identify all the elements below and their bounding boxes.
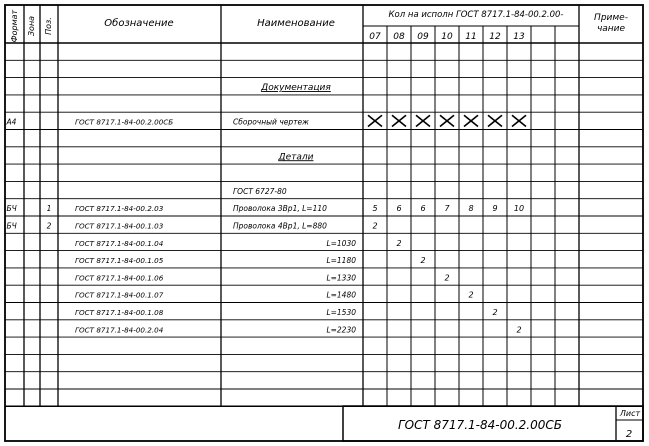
cell-designation: ГОСТ 8717.1-84-00.1.07 <box>75 290 164 300</box>
cell-qty: 2 <box>468 290 474 300</box>
variant-header: 09 <box>417 32 429 42</box>
header-variants <box>369 32 525 42</box>
cell-qty: 8 <box>468 204 474 214</box>
header-format: Формат <box>10 9 19 43</box>
table-body <box>6 83 527 334</box>
cell-qty: 7 <box>444 204 450 214</box>
cell-name: Проволока 3Вр1, L=110 <box>233 204 327 214</box>
title-block <box>398 409 640 440</box>
header-name: Наименование <box>257 18 335 29</box>
cell-pos: 2 <box>46 221 52 231</box>
cell-qty: 6 <box>396 204 402 214</box>
header-pos: Поз. <box>44 17 53 35</box>
cell-designation: ГОСТ 8717.1-84-00.2.03 <box>75 204 164 214</box>
cell-qty: 2 <box>420 256 426 266</box>
cell-designation: ГОСТ 8717.1-84-00.2.00СБ <box>75 117 174 127</box>
cell-name: Проволока 4Вр1, L=880 <box>233 221 327 231</box>
variant-header: 13 <box>513 32 525 42</box>
cell-format: А4 <box>6 117 17 127</box>
section-heading: Документация <box>261 83 331 94</box>
section-heading: Детали <box>278 152 314 163</box>
cell-pos: 1 <box>46 204 52 214</box>
table-row <box>7 204 525 213</box>
header-note-line1: Приме- <box>594 13 628 23</box>
cell-name: L=1330 <box>326 273 356 283</box>
cell-qty: 2 <box>492 307 498 317</box>
table-row <box>260 83 331 93</box>
cell-qty: 6 <box>420 204 426 214</box>
variant-header: 12 <box>489 32 501 42</box>
table-row <box>75 256 426 265</box>
cell-designation: ГОСТ 8717.1-84-00.1.06 <box>75 273 164 283</box>
table-row <box>75 325 522 334</box>
cell-designation: ГОСТ 8717.1-84-00.1.08 <box>75 307 164 317</box>
cell-format: БЧ <box>6 221 17 231</box>
table-row <box>7 221 378 230</box>
table-row <box>278 152 314 162</box>
cell-format: БЧ <box>6 204 17 214</box>
cell-name: Сборочный чертеж <box>233 117 309 127</box>
cell-qty: 5 <box>372 204 378 214</box>
table-row <box>233 187 287 196</box>
stamp-sheet-number: 2 <box>625 429 633 440</box>
stamp-sheet-label: Лист <box>619 409 641 418</box>
cell-name: L=1530 <box>326 307 356 317</box>
cell-qty: 10 <box>513 204 525 214</box>
cell-designation: ГОСТ 8717.1-84-00.1.04 <box>75 238 164 248</box>
cell-qty: 9 <box>492 204 498 214</box>
variant-header: 07 <box>369 32 381 42</box>
table-row <box>6 115 527 126</box>
table-row <box>75 291 474 300</box>
table-row <box>75 273 450 282</box>
cell-name: L=1480 <box>326 290 356 300</box>
stamp-document: ГОСТ 8717.1-84-00.2.00СБ <box>398 418 562 432</box>
variant-header: 10 <box>441 32 453 42</box>
cell-name: L=1030 <box>326 238 356 248</box>
cell-qty: 2 <box>396 238 402 248</box>
header-note-line2: чание <box>596 24 626 34</box>
table-row <box>75 239 402 248</box>
variant-header: 11 <box>465 32 477 42</box>
cell-name: ГОСТ 6727-80 <box>233 186 287 196</box>
cell-designation: ГОСТ 8717.1-84-00.1.05 <box>75 256 164 266</box>
table-row <box>75 308 498 317</box>
cell-designation: ГОСТ 8717.1-84-00.1.03 <box>75 221 164 231</box>
cell-name: L=1180 <box>326 256 356 266</box>
header-zone: Зона <box>27 15 36 37</box>
header-qty-title: Кол на исполн ГОСТ 8717.1-84-00.2.00- <box>388 10 564 20</box>
cell-designation: ГОСТ 8717.1-84-00.2.04 <box>75 325 164 335</box>
cell-qty: 2 <box>516 325 522 335</box>
cell-qty: 2 <box>444 273 450 283</box>
cell-name: L=2230 <box>326 325 356 335</box>
header-designation: Обозначение <box>104 18 174 29</box>
cell-qty: 2 <box>372 221 378 231</box>
variant-header: 08 <box>393 32 405 42</box>
